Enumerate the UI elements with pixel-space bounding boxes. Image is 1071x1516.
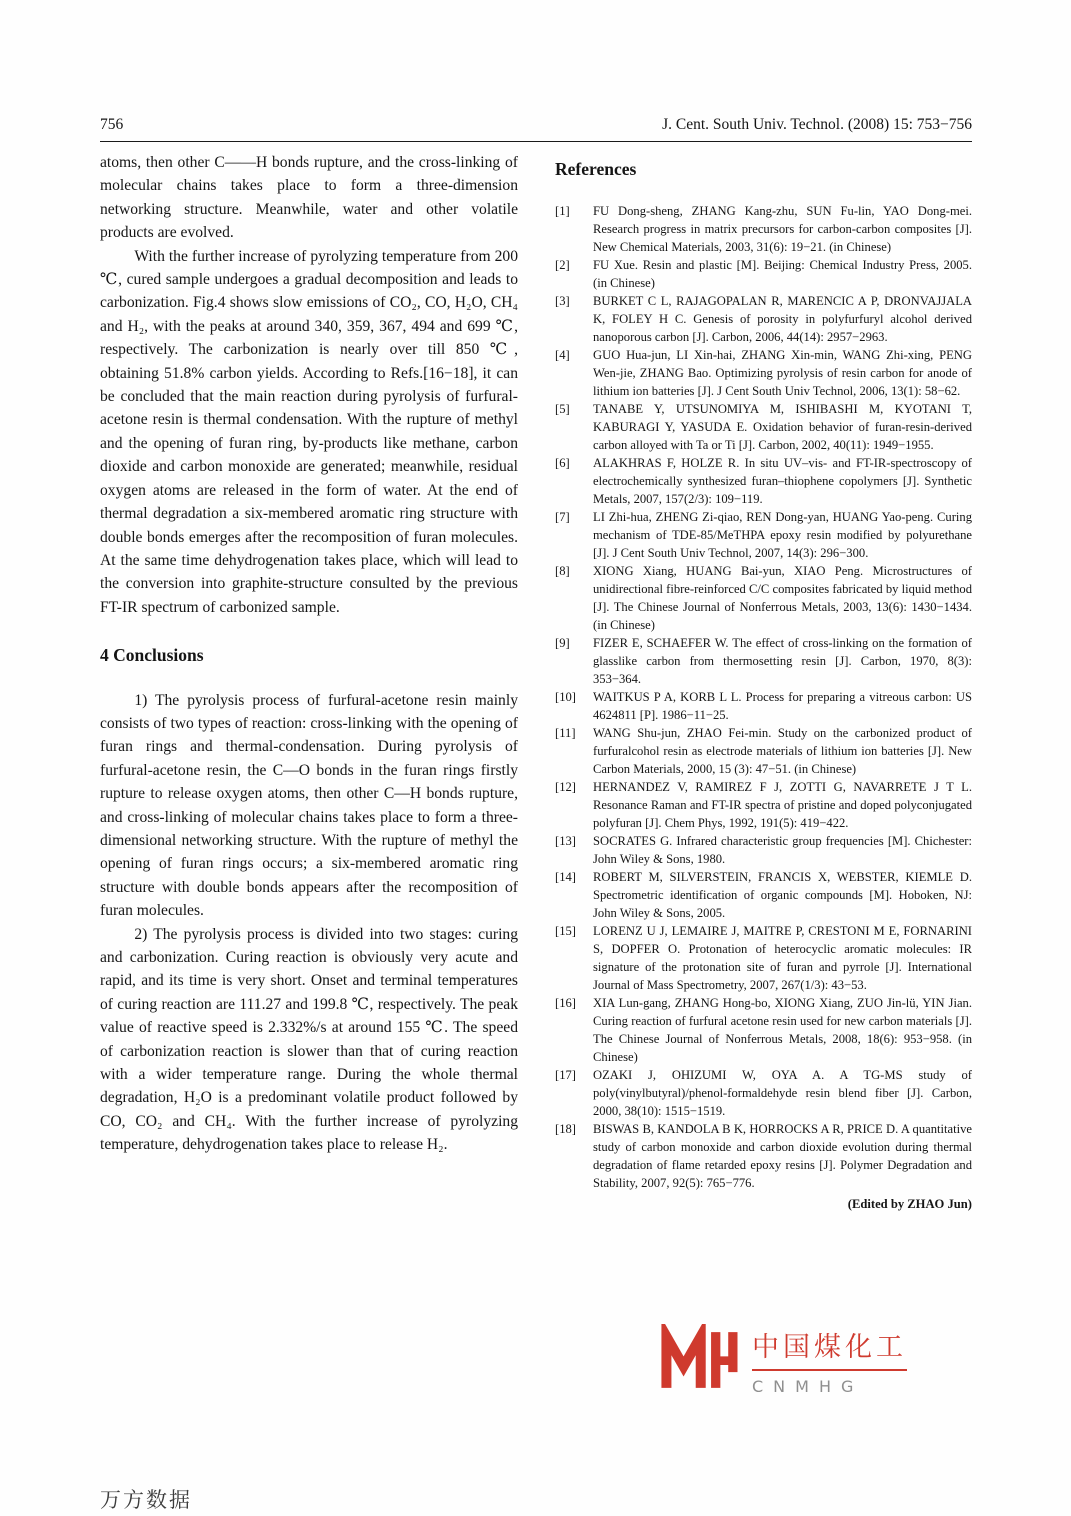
reference-number: [6] (555, 456, 570, 470)
reference-item (555, 562, 972, 634)
reference-number: [13] (555, 834, 576, 848)
reference-item (555, 292, 972, 346)
reference-text: TANABE Y, UTSUNOMIYA M, ISHIBASHI M, KYOTANI T, KABURAGI Y, YASUDA E. Oxidation behavior of furan-resin-derived carbon alloyed with Ta or Ti [J]. Carbon, 2002, 40(11): 1949−1955. (593, 402, 972, 452)
logo-text-block (752, 1325, 907, 1396)
reference-text: LORENZ U J, LEMAIRE J, MAITRE P, CRESTONI M E, FORNARINI S, DOPFER O. Protonation of heterocyclic aromatic molecules: IR signature of the protonation site of furan and pyrrole [J]. International Journal of Mass Spectrometry, 2007, 267(1/3): 43−53. (593, 924, 972, 992)
reference-text: OZAKI J, OHIZUMI W, OYA A. A TG-MS study of poly(vinylbutyral)/phenol-formaldehyde resin blend fiber [J]. Carbon, 2000, 38(10): 1515−1519. (593, 1068, 972, 1118)
reference-number: [4] (555, 348, 570, 362)
conclusion-paragraph: 1) The pyrolysis process of furfural-acetone resin mainly consists of two types of reaction: cross-linking with the opening of furan rings and thermal-condensation. During pyrolysis of furfural-acetone resin, the C—O bonds in the furan rings firstly rupture to release oxygen atoms, then other C—H bonds rupture, and cross-linking of molecular chains takes place to form a three-dimensional networking structure. With the rupture of methyl the opening of furan rings occurs; a six-membered aromatic ring structure with double bonds appears after the recomposition of furan molecules. (100, 691, 518, 920)
header-page-number: 756 (100, 116, 124, 133)
reference-text: WAITKUS P A, KORB L L. Process for preparing a vitreous carbon: US 4624811 [P]. 1986−11−25. (593, 690, 972, 722)
reference-text: ALAKHRAS F, HOLZE R. In situ UV–vis- and FT-IR-spectroscopy of electrochemically synthesized furan–thiophene copolymers [J]. Synthetic Metals, 2007, 157(2/3): 109−119. (593, 456, 972, 506)
reference-text: FIZER E, SCHAEFER W. The effect of cross-linking on the formation of glasslike carbon from thermosetting resin [J]. Carbon, 1970, 8(3): 353−364. (593, 636, 972, 686)
reference-text: BURKET C L, RAJAGOPALAN R, MARENCIC A P, DRONVAJJALA K, FOLEY H C. Genesis of porosity in polyfurfuryl alcohol derived nanoporous carbon [J]. Carbon, 2006, 44(14): 2957−2963. (593, 294, 972, 344)
reference-text: GUO Hua-jun, LI Xin-hai, ZHANG Xin-min, WANG Zhi-xing, PENG Wen-jie, ZHANG Bao. Optimizing pyrolysis of resin carbon for anode of lithium ion batteries [J]. J Cent South Univ Technol, 2006, 13(1): 58−62. (593, 348, 972, 398)
reference-list (555, 202, 972, 1192)
reference-number: [5] (555, 402, 570, 416)
two-column-body (100, 151, 972, 1213)
reference-text: FU Xue. Resin and plastic [M]. Beijing: Chemical Industry Press, 2005. (in Chinese) (593, 258, 972, 290)
reference-item (555, 1120, 972, 1192)
reference-number: [18] (555, 1122, 576, 1136)
reference-number: [2] (555, 258, 570, 272)
header-journal-ref: J. Cent. South Univ. Technol. (2008) 15: 753−756 (662, 116, 972, 133)
reference-text: BISWAS B, KANDOLA B K, HORROCKS A R, PRICE D. A quantitative study of carbon monoxide and carbon dioxide evolution during thermal degradation of flame retarded epoxy resins [J]. Polymer Degradation and Stability, 2007, 92(5): 765−776. (593, 1122, 972, 1190)
reference-text: ROBERT M, SILVERSTEIN, FRANCIS X, WEBSTER, KIEMLE D. Spectrometric identification of organic compounds [M]. Hoboken, NJ: John Wiley & Sons, 2005. (593, 870, 972, 920)
reference-item (555, 832, 972, 868)
cnmhg-logo-icon (660, 1324, 740, 1396)
reference-item (555, 688, 972, 724)
reference-item (555, 400, 972, 454)
running-header (100, 116, 972, 142)
reference-item (555, 994, 972, 1066)
reference-text: FU Dong-sheng, ZHANG Kang-zhu, SUN Fu-lin, YAO Dong-mei. Research progress in matrix precursors for carbon-carbon composites [J]. New Chemical Materials, 2003, 31(6): 19−21. (in Chinese) (593, 204, 972, 254)
logo-chinese-text: 中国煤化工 (752, 1331, 907, 1363)
reference-item (555, 508, 972, 562)
logo-latin-text: CNMHG (752, 1369, 907, 1396)
reference-number: [11] (555, 726, 576, 740)
references-heading: References (555, 159, 637, 179)
reference-number: [9] (555, 636, 570, 650)
reference-item (555, 868, 972, 922)
reference-text: XIA Lun-gang, ZHANG Hong-bo, XIONG Xiang, ZUO Jin-lü, YIN Jian. Curing reaction of furfural acetone resin used for new carbon materials [J]. The Chinese Journal of Nonferrous Metals, 2008, 18(6): 953−958. (in Chinese) (593, 996, 972, 1064)
reference-number: [12] (555, 780, 576, 794)
reference-item (555, 922, 972, 994)
reference-item (555, 1066, 972, 1120)
watermark-text: 万方数据 (100, 1488, 192, 1512)
reference-item (555, 778, 972, 832)
reference-text: HERNANDEZ V, RAMIREZ F J, ZOTTI G, NAVARRETE J T L. Resonance Raman and FT-IR spectra of pristine and doped polyconjugated polyfuran [J]. Chem Phys, 1992, 191(5): 419−422. (593, 780, 972, 830)
reference-item (555, 724, 972, 778)
reference-text: SOCRATES G. Infrared characteristic group frequencies [M]. Chichester: John Wiley & Sons, 1980. (593, 834, 972, 866)
reference-number: [17] (555, 1068, 576, 1082)
reference-number: [14] (555, 870, 576, 884)
reference-item (555, 202, 972, 256)
reference-item (555, 454, 972, 508)
right-column (555, 151, 972, 1213)
publisher-logo (660, 1324, 907, 1396)
body-paragraph: atoms, then other C——H bonds rupture, and the cross-linking of molecular chains takes place to form a three-dimension networking structure. Meanwhile, water and other volatile products are evolved. (100, 154, 518, 242)
edited-by-note: (Edited by ZHAO Jun) (847, 1197, 972, 1211)
reference-number: [8] (555, 564, 570, 578)
reference-number: [10] (555, 690, 576, 704)
conclusions-heading: 4 Conclusions (100, 645, 204, 666)
left-column (100, 151, 518, 1213)
reference-number: [16] (555, 996, 576, 1010)
page-content (100, 116, 972, 1213)
reference-number: [7] (555, 510, 570, 524)
reference-number: [15] (555, 924, 576, 938)
reference-number: [1] (555, 204, 570, 218)
reference-text: XIONG Xiang, HUANG Bai-yun, XIAO Peng. Microstructures of unidirectional fibre-reinforced C/C composites fabricated by liquid method [J]. The Chinese Journal of Nonferrous Metals, 2003, 13(6): 1430−1434. (in Chinese) (593, 564, 972, 632)
reference-text: WANG Shu-jun, ZHAO Fei-min. Study on the carbonized product of furfuralcohol resin as electrode materials of lithium ion batteries [J]. New Carbon Materials, 2000, 15 (3): 47−51. (in Chinese) (593, 726, 972, 776)
reference-text: LI Zhi-hua, ZHENG Zi-qiao, REN Dong-yan, HUANG Yao-peng. Curing mechanism of TDE-85/MeTHPA epoxy resin modified by polyurethane [J]. J Cent South Univ Technol, 2007, 14(3): 296−300. (593, 510, 972, 560)
reference-item (555, 346, 972, 400)
body-paragraph: With the further increase of pyrolyzing temperature from 200 ℃, cured sample undergoes a gradual decomposition and leads to carbonization. Fig.4 shows slow emissions of CO₂, CO, H₂O, CH₄ and H₂, with the peaks at around 340, 359, 367, 494 and 699 ℃, respectively. The carbonization is nearly over till 850 ℃, obtaining 51.8% carbon yields. According to Refs.[16−18], it can be concluded that the main reaction during pyrolysis of furfural-acetone resin is thermal condensation. With the rupture of methyl and the opening of furan ring, by-products like methane, carbon dioxide and carbon monoxide are generated; meanwhile, residual oxygen atoms are released in the form of water. At the end of thermal degradation a six-membered aromatic ring structure with double bonds emerges after the recomposition of furan molecules. At the same time dehydrogenation takes place, which will lead to the conversion into graphite-structure consulted by the previous FT-IR spectrum of carbonized sample. (100, 247, 518, 616)
reference-item (555, 634, 972, 688)
conclusion-paragraph: 2) The pyrolysis process is divided into two stages: curing and carbonization. Curing reaction is obviously very acute and rapid, and its time is very short. Onset and terminal temperatures of curing reaction are 111.27 and 199.8 ℃, respectively. The peak value of reactive speed is 2.332%/s at around 155 ℃. The speed of carbonization reaction is slower than that of curing reaction with a wider temperature range. During the whole thermal degradation, H₂O is a predominant volatile product followed by CO, CO₂ and CH₄. With the further increase of pyrolyzing temperature, dehydrogenation takes place to release H₂. (100, 925, 518, 1154)
reference-item (555, 256, 972, 292)
reference-number: [3] (555, 294, 570, 308)
